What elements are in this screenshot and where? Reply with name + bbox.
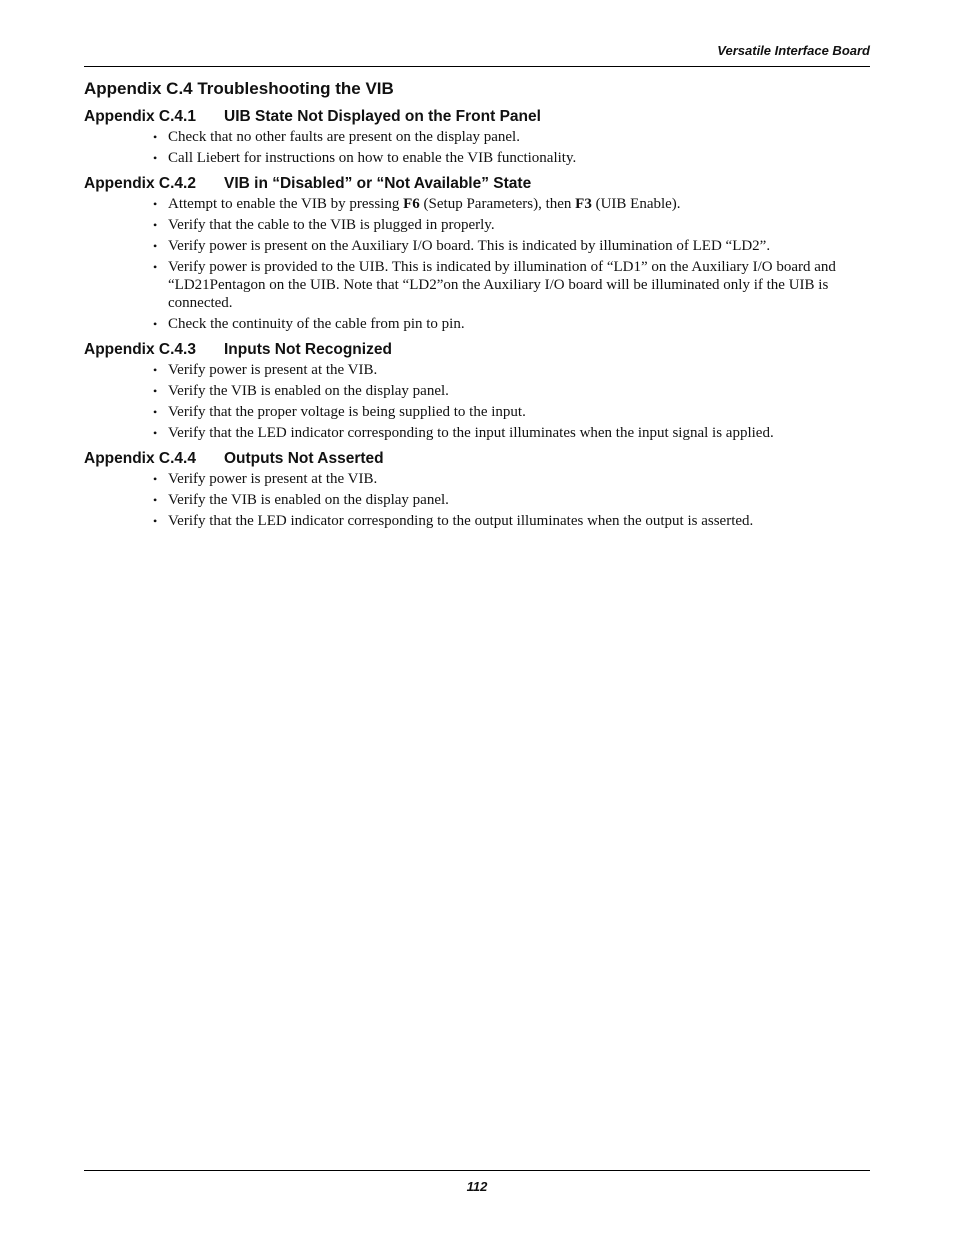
bullet-icon: •	[153, 493, 158, 507]
list-item-text: Verify that the proper voltage is being supplied to the input.	[168, 404, 526, 420]
list-item-text: Verify that the LED indicator corresponding to the output illuminates when the output is asserted.	[168, 513, 754, 529]
bullet-list-c-4-3	[84, 361, 870, 442]
list-item-text: Verify the VIB is enabled on the display panel.	[168, 383, 449, 399]
subsection-title-c-4-1	[84, 107, 870, 127]
bullet-icon: •	[153, 151, 158, 165]
bullet-icon: •	[153, 218, 158, 232]
page-content	[84, 78, 870, 533]
list-item	[153, 216, 870, 234]
list-item	[153, 512, 870, 530]
subsection-title-c-4-3	[84, 340, 870, 360]
subsection-title-c-4-4	[84, 449, 870, 469]
page-number: 112	[466, 1179, 488, 1194]
list-item-text: Verify power is present on the Auxiliary I/O board. This is indicated by illumination of LED “LD2”.	[168, 238, 771, 254]
subsection-title-c-4-2	[84, 174, 870, 194]
running-title: Versatile Interface Board	[717, 43, 870, 58]
list-item	[153, 470, 870, 488]
bullet-list-c-4-4	[84, 470, 870, 530]
bullet-icon: •	[153, 384, 158, 398]
page-header	[84, 0, 870, 67]
key-f3: F3	[575, 196, 592, 212]
text-run: Attempt to enable the VIB by pressing	[168, 196, 404, 212]
bullet-list-c-4-1	[84, 128, 870, 167]
list-item-text: Verify power is present at the VIB.	[168, 362, 378, 378]
list-item-text: Verify the VIB is enabled on the display panel.	[168, 492, 449, 508]
list-item-text: Check that no other faults are present on the display panel.	[168, 129, 520, 145]
bullet-icon: •	[153, 514, 158, 528]
bullet-icon: •	[153, 363, 158, 377]
list-item-text: Verify power is present at the VIB.	[168, 471, 378, 487]
bullet-icon: •	[153, 472, 158, 486]
key-f6: F6	[403, 196, 420, 212]
subsection-number: Appendix C.4.3	[84, 341, 196, 358]
list-item	[153, 315, 870, 333]
list-item-text	[168, 196, 681, 212]
subsection-heading: Inputs Not Recognized	[224, 341, 392, 358]
bullet-icon: •	[153, 130, 158, 144]
section-title: Appendix C.4 Troubleshooting the VIB	[84, 79, 394, 98]
list-item	[153, 403, 870, 421]
list-item-text: Verify that the cable to the VIB is plugged in properly.	[168, 217, 495, 233]
subsection-number: Appendix C.4.4	[84, 450, 196, 467]
list-item-text: Verify that the LED indicator corresponding to the input illuminates when the input signal is applied.	[168, 425, 774, 441]
bullet-icon: •	[153, 239, 158, 253]
subsection-number: Appendix C.4.1	[84, 108, 196, 125]
bullet-icon: •	[153, 260, 158, 274]
list-item	[153, 258, 870, 312]
list-item	[153, 491, 870, 509]
list-item-text: Verify power is provided to the UIB. This is indicated by illumination of “LD1” on the Auxiliary I/O board and “LD21Pentagon on the UIB. Note that “LD2”on the Auxiliary I/O board will be illuminated only if the UIB is connected.	[168, 259, 836, 311]
subsection-heading: UIB State Not Displayed on the Front Panel	[224, 108, 541, 125]
subsection-heading: Outputs Not Asserted	[224, 450, 384, 467]
subsection-heading: VIB in “Disabled” or “Not Available” State	[224, 175, 532, 192]
page-footer	[84, 1170, 870, 1196]
list-item-text: Call Liebert for instructions on how to enable the VIB functionality.	[168, 150, 577, 166]
bullet-icon: •	[153, 426, 158, 440]
list-item	[153, 195, 870, 213]
bullet-icon: •	[153, 405, 158, 419]
list-item	[153, 149, 870, 167]
text-run: (UIB Enable).	[591, 196, 681, 212]
list-item	[153, 237, 870, 255]
list-item	[153, 424, 870, 442]
list-item-text: Check the continuity of the cable from pin to pin.	[168, 316, 465, 332]
list-item	[153, 128, 870, 146]
bullet-icon: •	[153, 317, 158, 331]
bullet-list-c-4-2	[84, 195, 870, 333]
bullet-icon: •	[153, 197, 158, 211]
subsection-number: Appendix C.4.2	[84, 175, 196, 192]
text-run: (Setup Parameters), then	[419, 196, 576, 212]
list-item	[153, 382, 870, 400]
list-item	[153, 361, 870, 379]
